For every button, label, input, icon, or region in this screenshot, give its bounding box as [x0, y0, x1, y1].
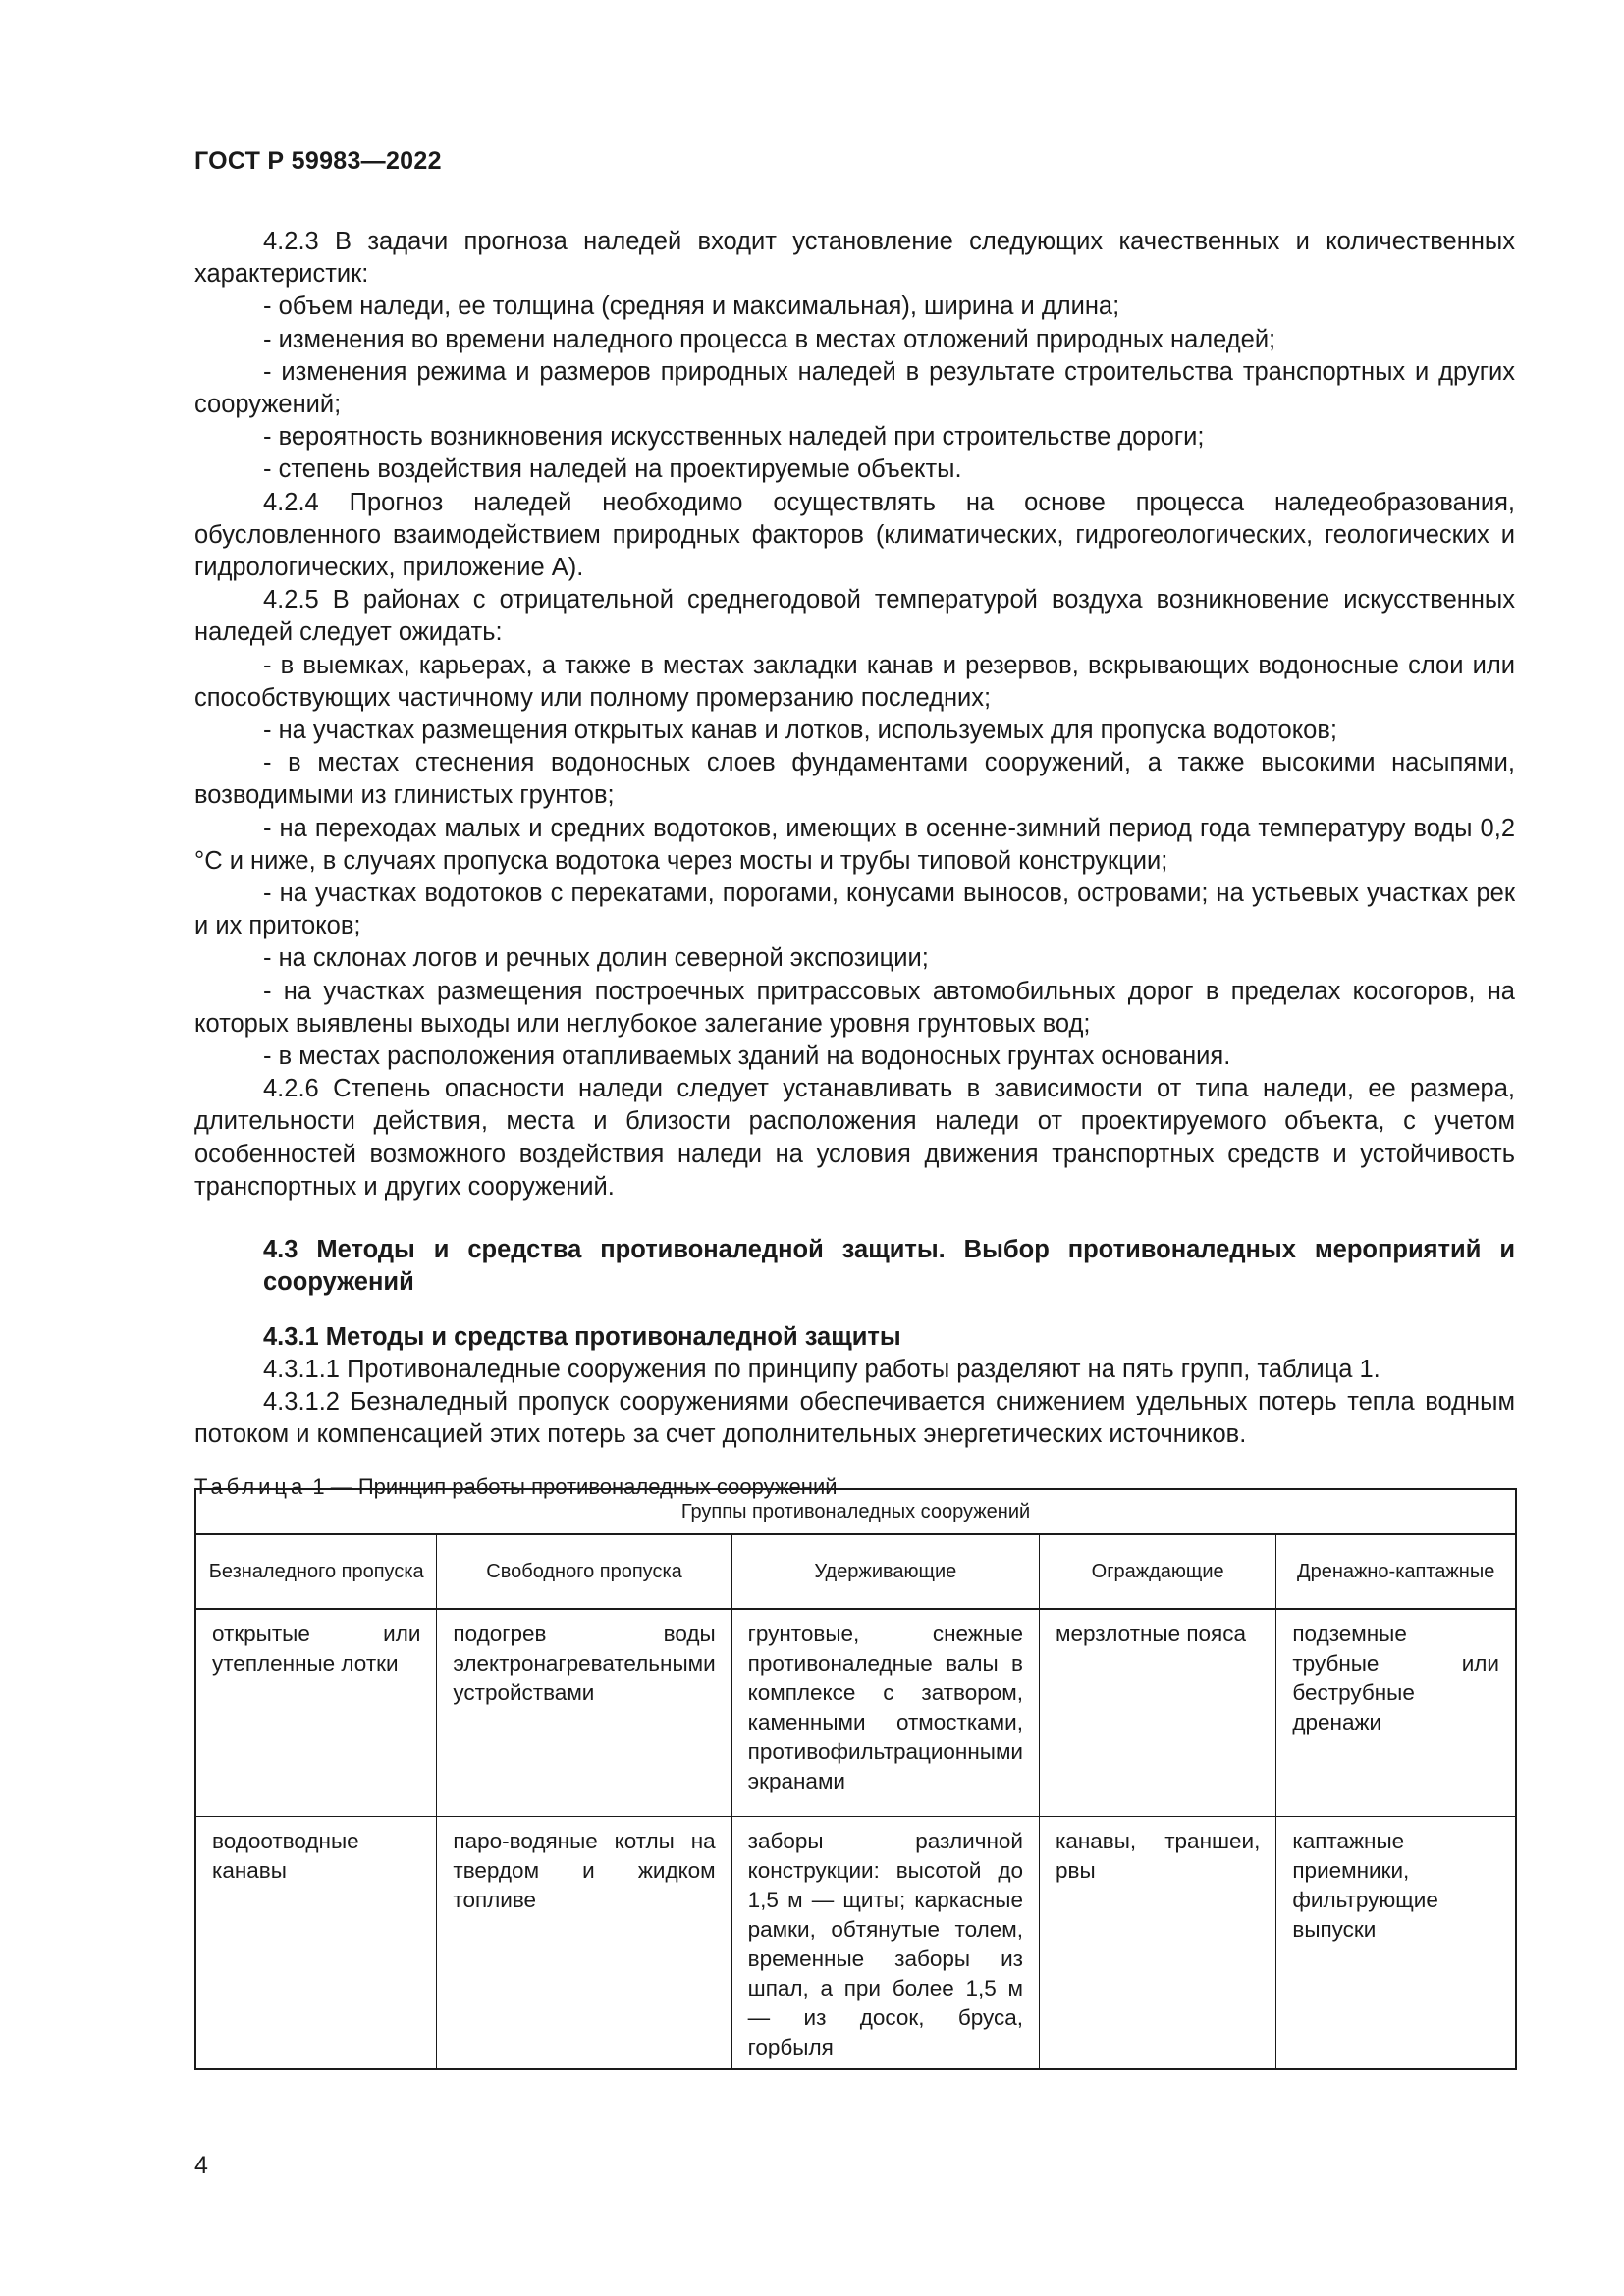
list-item: - объем наледи, ее толщина (средняя и максимальная), ширина и длина; — [263, 293, 1120, 321]
body-text — [194, 226, 1515, 1502]
table-cell: канавы, траншеи, рвы — [1039, 1817, 1275, 2070]
list-item: - изменения во времени наледного процесса в местах отложений природных наледей; — [263, 325, 1276, 353]
list-item: - степень воздействия наледей на проектируемые объекты. — [263, 455, 962, 484]
page-number: 4 — [194, 2152, 208, 2179]
table-caption-label: Таблица — [194, 1474, 307, 1500]
column-header: Ограждающие — [1039, 1534, 1275, 1609]
paragraph-4-2-4: 4.2.4 Прогноз наледей необходимо осуществлять на основе процесса наледеобразования, обусловленного взаимодействием природных факторов (климатических, гидрогеологических, геологических и гидрологических, приложение А). — [194, 488, 1515, 582]
section-heading-4-3-1: 4.3.1 Методы и средства противоналедной защиты — [263, 1322, 901, 1351]
table-cell: каптажные приемники, фильтрующие выпуски — [1276, 1817, 1516, 2070]
table-cell: мерзлотные пояса — [1039, 1609, 1275, 1817]
table-cell: подземные трубные или беструбные дренажи — [1276, 1609, 1516, 1817]
paragraph-4-3-1-1: 4.3.1.1 Противоналедные сооружения по принципу работы разделяют на пять групп, таблица 1. — [263, 1355, 1380, 1383]
table-cell: заборы различной конструкции: высотой до 1,5 м — щиты; каркасные рамки, обтянутые толем, временные заборы из шпал, а при более 1,5 м — из досок, бруса, горбыля — [731, 1817, 1039, 2070]
structures-table — [194, 1488, 1517, 2070]
table-cell: паро-водяные котлы на твердом и жидком топливе — [437, 1817, 731, 2070]
list-item: - на участках размещения открытых канав и лотков, используемых для пропуска водотоков; — [263, 717, 1337, 745]
table-group-header: Группы противоналедных сооружений — [195, 1489, 1516, 1534]
list-item: - в местах расположения отапливаемых зданий на водоносных грунтах основания. — [263, 1042, 1231, 1071]
table-cell: грунтовые, снежные противоналедные валы в комплексе с затвором, каменными отмостками, противофильтрационными экранами — [731, 1609, 1039, 1817]
table-cell: водоотводные канавы — [195, 1817, 437, 2070]
table-row — [195, 1609, 1516, 1817]
section-heading-4-3: 4.3 Методы и средства противоналедной защиты. Выбор противоналедных мероприятий и сооружений — [263, 1236, 1515, 1297]
paragraph-4-3-1-2: 4.3.1.2 Безналедный пропуск сооружениями обеспечивается снижением удельных потерь тепла водным потоком и компенсацией этих потерь за счет дополнительных энергетических источников. — [194, 1387, 1515, 1449]
column-header: Удерживающие — [731, 1534, 1039, 1609]
document-code-header: ГОСТ Р 59983—2022 — [194, 147, 442, 175]
table-caption-text: 1 — Принцип работы противоналедных сооружений — [306, 1474, 838, 1500]
paragraph-4-2-5: 4.2.5 В районах с отрицательной среднегодовой температурой воздуха возникновение искусственных наледей следует ожидать: — [194, 586, 1515, 647]
list-item: - вероятность возникновения искусственных наледей при строительстве дороги; — [263, 423, 1205, 452]
list-item: - на переходах малых и средних водотоков, имеющих в осенне-зимний период года температуру воды 0,2 °С и ниже, в случаях пропуска водотока через мосты и трубы типовой конструкции; — [194, 814, 1515, 875]
paragraph-4-2-3: 4.2.3 В задачи прогноза наледей входит установление следующих качественных и количественных характеристик: — [194, 228, 1515, 289]
list-item: - изменения режима и размеров природных наледей в результате строительства транспортных и других сооружений; — [194, 357, 1515, 419]
column-header: Дренажно-каптажные — [1276, 1534, 1516, 1609]
list-item: - на участках размещения построечных притрассовых автомобильных дорог в пределах косогоров, на которых выявлены выходы или неглубокое залегание уровня грунтовых вод; — [194, 977, 1515, 1038]
table-row — [195, 1817, 1516, 2070]
list-item: - на участках водотоков с перекатами, порогами, конусами выносов, островами; на устьевых участках рек и их притоков; — [194, 880, 1515, 940]
list-item: - на склонах логов и речных долин северной экспозиции; — [263, 944, 929, 973]
column-header: Безналедного пропуска — [195, 1534, 437, 1609]
table-cell: подогрев воды электронагревательными устройствами — [437, 1609, 731, 1817]
table-cell: открытые или утепленные лотки — [195, 1609, 437, 1817]
paragraph-4-2-6: 4.2.6 Степень опасности наледи следует устанавливать в зависимости от типа наледи, ее размера, длительности действия, места и близости расположения наледи от проектируемого объекта, с учетом особенностей возможного воздействия наледи на условия движения транспортных средств и устойчивость транспортных и других сооружений. — [194, 1075, 1515, 1201]
list-item: - в местах стеснения водоносных слоев фундаментами сооружений, а также высокими насыпями, возводимыми из глинистых грунтов; — [194, 749, 1515, 810]
list-item: - в выемках, карьерах, а также в местах закладки канав и резервов, вскрывающих водоносные слои или способствующих частичному или полному промерзанию последних; — [194, 651, 1515, 712]
column-header: Свободного пропуска — [437, 1534, 731, 1609]
